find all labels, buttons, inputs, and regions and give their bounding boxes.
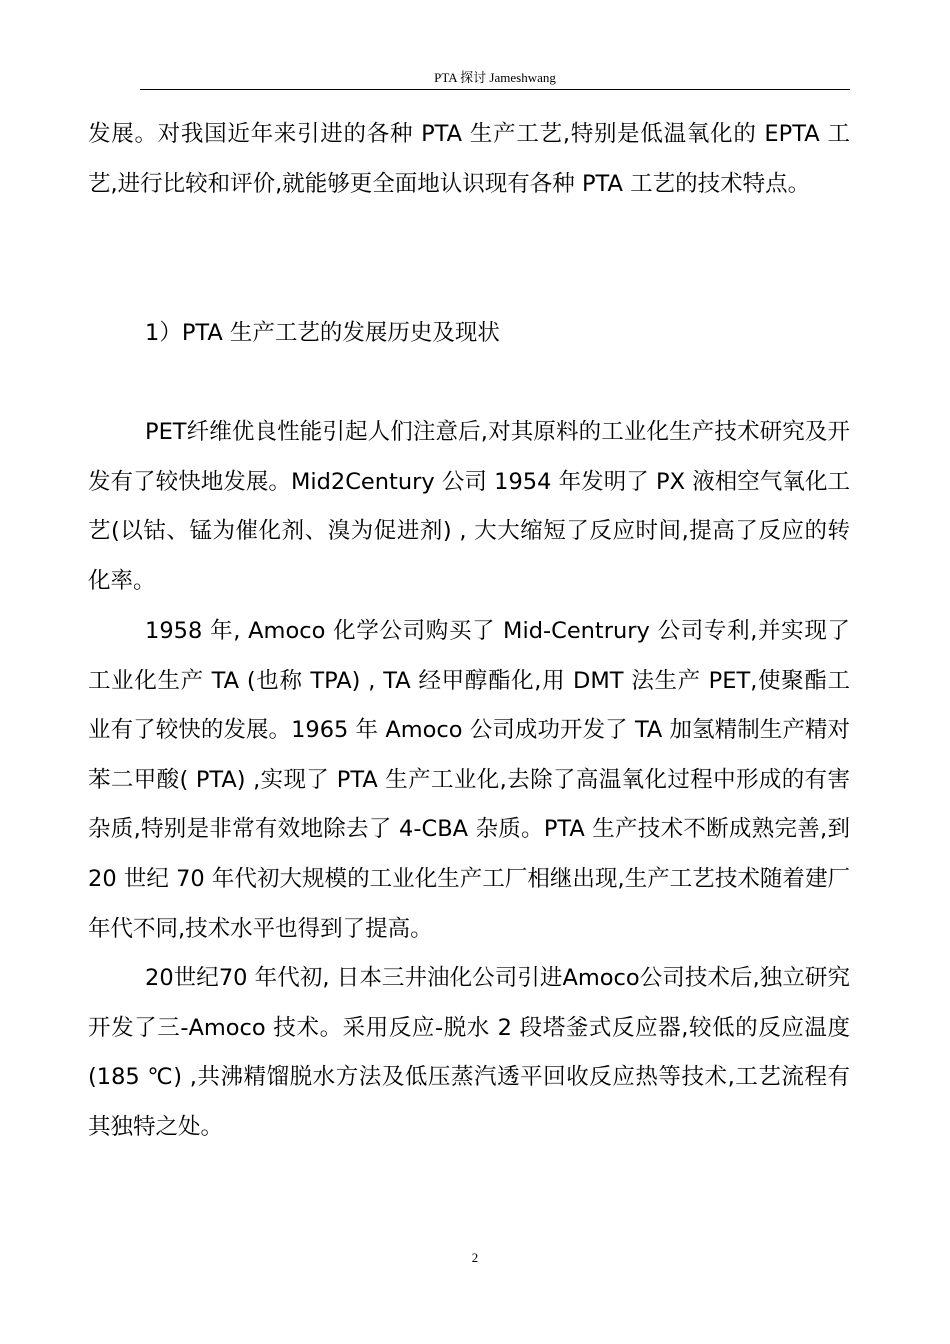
paragraph: 20世纪70 年代初, 日本三井油化公司引进Amoco公司技术后,独立研究开发了三-Amoco 技术。采用反应-脱水 2 段塔釜式反应器,较低的反应温度(185 ℃) ,共沸精馏脱水方法及低压蒸汽透平回收反应热等技术,工艺流程有其独特之处。: [88, 965, 850, 1140]
header-rule: [140, 89, 850, 90]
page-header: PTA 探讨 Jameshwang: [434, 70, 556, 85]
page-number: 2: [471, 1250, 479, 1265]
paragraph: PET纤维优良性能引起人们注意后,对其原料的工业化生产技术研究及开发有了较快地发展。Mid2Century 公司 1954 年发明了 PX 液相空气氧化工艺(以钴、锰为催化剂、溴为促进剂) , 大大缩短了反应时间,提高了反应的转化率。: [88, 419, 850, 594]
paragraph-continuation: 发展。对我国近年来引进的各种 PTA 生产工艺,特别是低温氧化的 EPTA 工艺,进行比较和评价,就能够更全面地认识现有各种 PTA 工艺的技术特点。: [88, 121, 850, 197]
section-heading: 1）PTA 生产工艺的发展历史及现状: [145, 320, 500, 346]
paragraph: 1958 年, Amoco 化学公司购买了 Mid-Centrury 公司专利,并实现了工业化生产 TA (也称 TPA) , TA 经甲醇酯化,用 DMT 法生产 PET,使聚酯工业有了较快的发展。1965 年 Amoco 公司成功开发了 TA 加氢精制生产精对苯二甲酸( PTA) ,实现了 PTA 生产工业化,去除了高温氧化过程中形成的有害杂质,特别是非常有效地除去了 4-CBA 杂质。PTA 生产技术不断成熟完善,到 20 世纪 70 年代初大规模的工业化生产工厂相继出现,生产工艺技术随着建厂年代不同,技术水平也得到了提高。: [88, 618, 850, 942]
